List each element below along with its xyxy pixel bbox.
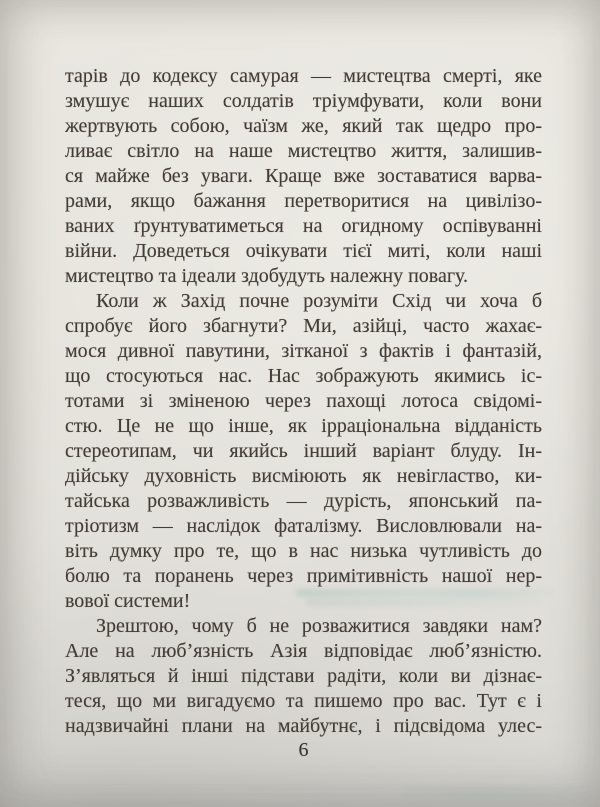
- text-line: Коли ж Захід почне розуміти Схід чи хоча б: [96, 290, 542, 312]
- text-line: стереотипам, чи якийсь інший варіант блуду. Ін-: [65, 440, 542, 462]
- text-line: Але на люб’язність Азія відповідає люб’язністю.: [65, 640, 542, 662]
- text-line: що стосуються нас. Нас зображують якимись іс-: [65, 365, 542, 387]
- text-line: Зрештою, чому б не розважитися завдяки нам?: [96, 615, 542, 637]
- text-line: спробує його збагнути? Ми, азійці, часто жахає-: [65, 315, 542, 337]
- text-line: теся, що ми вигадуємо та пишемо про вас. Тут є і: [65, 690, 542, 712]
- text-line: дійську духовність висміюють як невігластво, ки-: [65, 465, 542, 487]
- text-line: надзвичайні плани на майбутнє, і підсвідома улес-: [65, 715, 542, 737]
- text-line: тотами зі зміненою через пахощі лотоса свідомі-: [65, 390, 542, 412]
- paragraph: [65, 614, 542, 739]
- page-number: 6: [298, 739, 309, 761]
- paragraph: [65, 289, 542, 614]
- text-line: війни. Доведеться очікувати тієї миті, коли наші: [65, 240, 542, 262]
- text-line: ливає світло на наше мистецтво життя, залишив-: [65, 140, 542, 162]
- text-line: жертвують собою, чаїзм же, який так щедро про-: [65, 115, 542, 137]
- text-line: рами, якщо бажання перетворитися на цивілізо-: [65, 190, 542, 212]
- paragraph: [65, 64, 542, 289]
- watermark-smudge: [402, 788, 592, 801]
- text-line: тріотизм — наслідок фаталізму. Висловлювали на-: [65, 515, 542, 537]
- text-line: болю та поранень через примітивність нашої нер-: [65, 565, 542, 587]
- text-line: змушує наших солдатів тріумфувати, коли вони: [65, 90, 542, 112]
- page-text: [65, 64, 542, 739]
- text-line: З’являться й інші підстави радіти, коли ви дізнає-: [65, 665, 542, 687]
- text-line: мося дивної павутини, зітканої з фактів і фантазій,: [65, 340, 542, 362]
- text-line: вової системи!: [65, 590, 191, 612]
- text-line: тайська розважливість — дурість, японський па-: [65, 490, 542, 512]
- text-line: ся майже без уваги. Краще вже зоставатися варва-: [65, 165, 542, 187]
- text-line: мистецтво та ідеали здобудуть належну повагу.: [65, 265, 469, 287]
- text-line: ваних ґрунтуватиметься на огидному оспівуванні: [65, 215, 542, 237]
- text-line: віть думку про те, що в нас низька чутливість до: [65, 540, 542, 562]
- text-line: стю. Це не що інше, як ірраціональна відданість: [65, 415, 542, 437]
- text-line: тарів до кодексу самурая — мистецтва смерті, яке: [65, 65, 542, 87]
